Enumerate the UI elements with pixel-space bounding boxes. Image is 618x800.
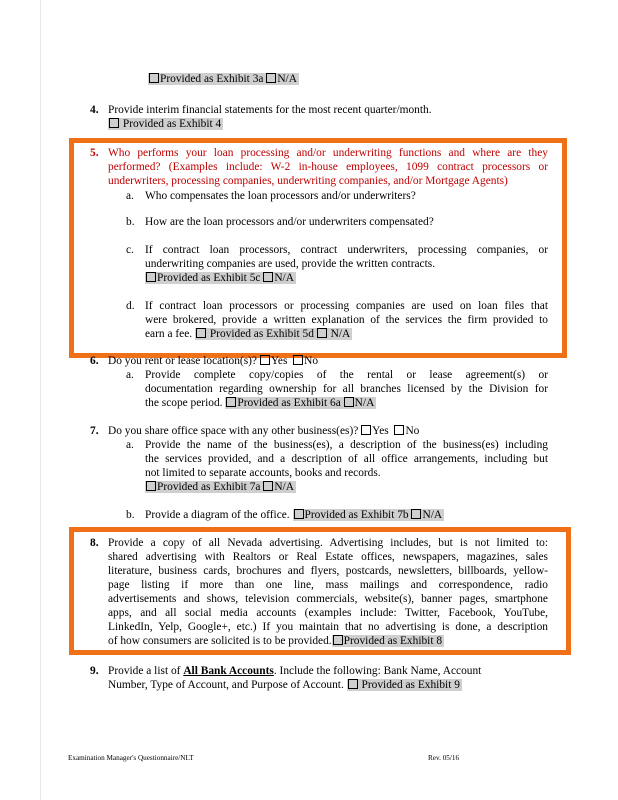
item-6a-line-1: Provide complete copy/copies of the rental or lease agreement(s) or xyxy=(145,369,548,381)
item-5c-line-2: underwriting companies are used, provide the written contracts. xyxy=(145,258,436,270)
item-5a-text: Who compensates the loan processors and/or underwriters? xyxy=(145,190,416,202)
item-7-question: Do you share office space with any other business(es)? Yes No xyxy=(108,425,420,437)
item-4-number: 4. xyxy=(90,104,99,116)
item-8-line-7: LinkedIn, Yelp, Google+, etc.) If you maintain that no advertising is done, a description xyxy=(108,621,548,633)
exhibit-7b-checkbox[interactable] xyxy=(294,509,304,519)
exhibit-7a-checkbox[interactable] xyxy=(146,481,156,491)
item-8-line-1: Provide a copy of all Nevada advertising. Advertising includes, but is not limited to: xyxy=(108,537,548,549)
item-6a-line-2: documentation regarding ownership for all branches licensed by the Division for xyxy=(145,383,548,395)
item-8-line-5: advertisements and shows, television commercials, website(s), banner pages, smartphone xyxy=(108,593,548,605)
item-7-no-checkbox[interactable] xyxy=(394,425,404,435)
item-7b-letter: b. xyxy=(126,509,135,521)
item-8-line-8: of how consumers are solicited is to be provided. Provided as Exhibit 8 xyxy=(108,635,443,647)
page-edge xyxy=(40,0,41,800)
item-9-line-1: Provide a list of All Bank Accounts. Include the following: Bank Name, Account xyxy=(108,665,482,677)
item-5d-line-2: were brokered, provide a written explanation of the services the firm provided to xyxy=(145,314,548,326)
item-5d-line-1: If contract loan processors or processing companies are used on loan files that xyxy=(145,300,548,312)
na-5c-checkbox[interactable] xyxy=(263,272,273,282)
item-5c-line-1: If contract loan processors, contract underwriters, processing companies, or xyxy=(145,244,548,256)
item-9-number: 9. xyxy=(90,665,99,677)
exhibit-4-line: Provided as Exhibit 4 xyxy=(108,117,223,132)
item-7a-line-3: not limited to separate accounts, books and records. xyxy=(145,467,381,479)
item-7b-line: Provide a diagram of the office. Provided as Exhibit 7b N/A xyxy=(145,509,443,521)
item-8-line-4: page listing if more than one line, mass mailings and correspondence, radio xyxy=(108,579,548,591)
item-8-line-2: shared advertising with Realtors or Real Estate offices, newspapers, magazines, sales xyxy=(108,551,548,563)
item-7a-letter: a. xyxy=(126,439,134,451)
item-5-number: 5. xyxy=(90,147,99,159)
na-3a-checkbox[interactable] xyxy=(266,73,276,83)
exhibit-3a-line: Provided as Exhibit 3a N/A xyxy=(148,72,299,87)
exhibit-6a-checkbox[interactable] xyxy=(226,397,236,407)
footer-title: Examination Manager's Questionnaire/NLT xyxy=(68,754,194,762)
item-7-yes-checkbox[interactable] xyxy=(361,425,371,435)
exhibit-5c-checkbox[interactable] xyxy=(146,272,156,282)
footer-revision: Rev. 05/16 xyxy=(428,754,460,762)
item-6a-line-3: the scope period. Provided as Exhibit 6a N/A xyxy=(145,397,375,409)
item-5-line-2: performed? (Examples include: W-2 in-house employees, 1099 contract processors or xyxy=(108,161,548,173)
item-5b-text: How are the loan processors and/or underwriters compensated? xyxy=(145,216,434,228)
all-bank-accounts-emphasis: All Bank Accounts xyxy=(183,665,274,677)
item-5a-letter: a. xyxy=(126,190,134,202)
exhibit-4-checkbox[interactable] xyxy=(109,118,119,128)
item-5d-line-3: earn a fee. Provided as Exhibit 5d N/A xyxy=(145,328,351,340)
exhibit-9-checkbox[interactable] xyxy=(348,679,358,689)
exhibit-5c-line: Provided as Exhibit 5c N/A xyxy=(145,271,296,286)
item-8-line-3: literature, business cards, brochures and flyers, postcards, newsletters, billboards, yellow- xyxy=(108,565,548,577)
item-5d-letter: d. xyxy=(126,300,135,312)
item-6-number: 6. xyxy=(90,355,99,367)
na-7a-checkbox[interactable] xyxy=(263,481,273,491)
exhibit-7a-line: Provided as Exhibit 7a N/A xyxy=(145,480,296,495)
item-6a-letter: a. xyxy=(126,369,134,381)
item-6-no-checkbox[interactable] xyxy=(293,355,303,365)
item-5-line-3: underwriters, processing companies, underwriting companies, and/or Mortgage Agents) xyxy=(108,175,508,187)
item-6-yes-checkbox[interactable] xyxy=(260,355,270,365)
na-7b-checkbox[interactable] xyxy=(411,509,421,519)
exhibit-3a-checkbox[interactable] xyxy=(149,73,159,83)
item-9-line-2: Number, Type of Account, and Purpose of Account. Provided as Exhibit 9 xyxy=(108,679,460,691)
item-7-number: 7. xyxy=(90,425,99,437)
na-6a-checkbox[interactable] xyxy=(344,397,354,407)
item-7a-line-1: Provide the name of the business(es), a description of the business(es) including xyxy=(145,439,548,451)
item-4-text: Provide interim financial statements for the most recent quarter/month. xyxy=(108,104,432,116)
item-5-line-1: Who performs your loan processing and/or underwriting functions and where are they xyxy=(108,147,548,159)
item-5b-letter: b. xyxy=(126,216,135,228)
item-7a-line-2: the services provided, and a description of all office arrangements, including but xyxy=(145,453,548,465)
item-5c-letter: c. xyxy=(126,244,134,256)
item-8-line-6: apps, and all social media accounts (examples include: Twitter, Facebook, YouTube, xyxy=(108,607,548,619)
item-8-number: 8. xyxy=(90,537,99,549)
item-6-question: Do you rent or lease location(s)? Yes No xyxy=(108,355,319,367)
na-5d-checkbox[interactable] xyxy=(317,328,327,338)
exhibit-5d-checkbox[interactable] xyxy=(196,328,206,338)
exhibit-8-checkbox[interactable] xyxy=(333,635,343,645)
